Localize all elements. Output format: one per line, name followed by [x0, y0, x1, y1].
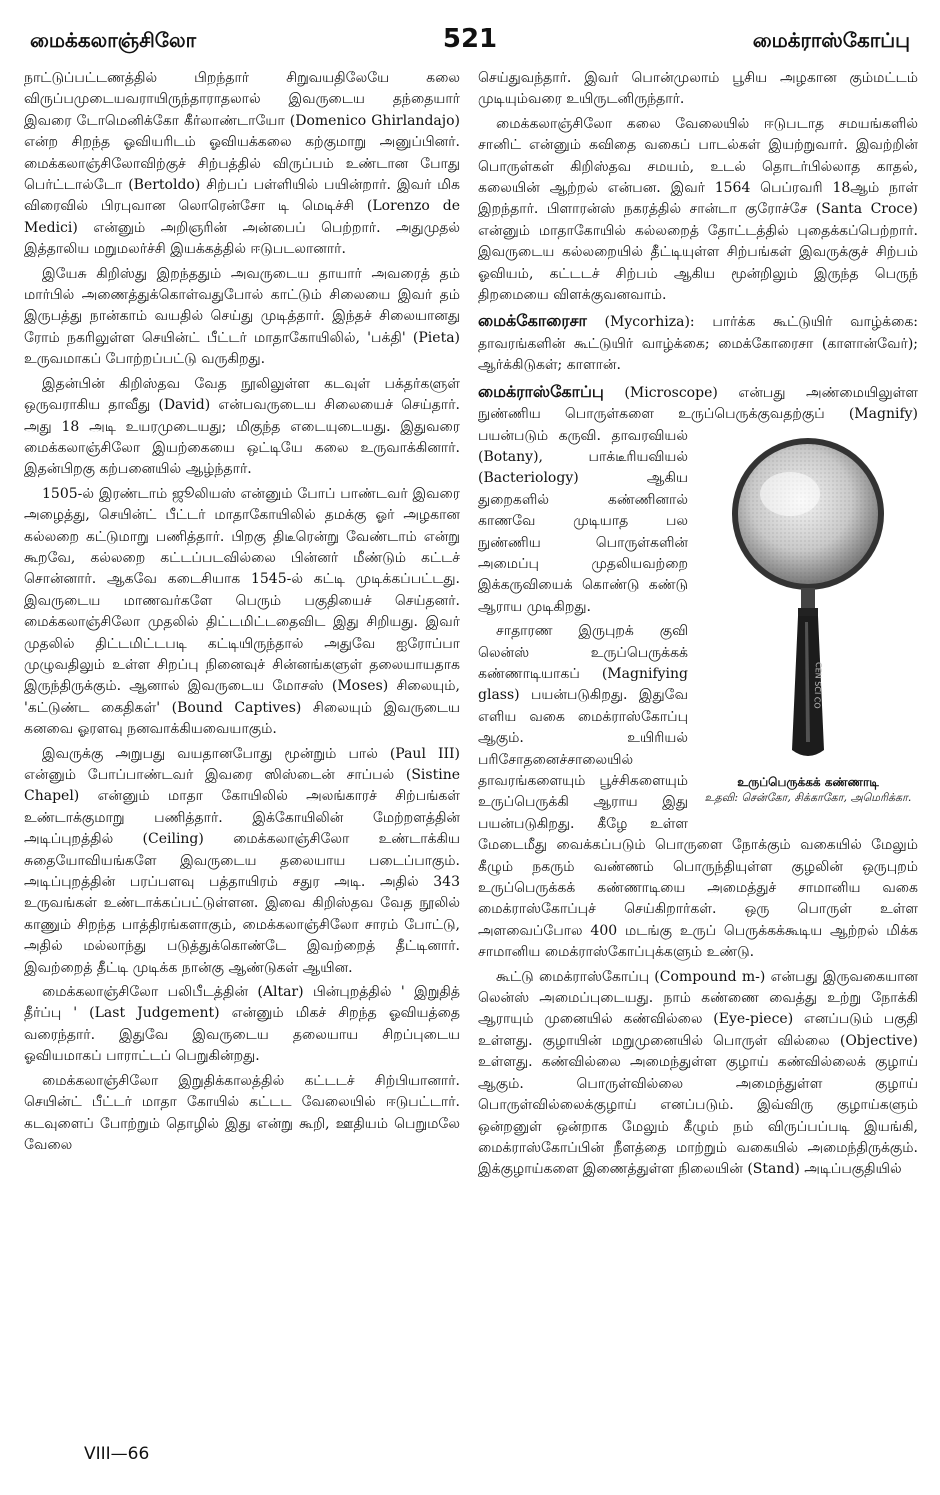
magnifying-glass-illustration: [708, 432, 908, 772]
paragraph: இதன்பின் கிறிஸ்தவ வேத நூலிலுள்ள கடவுள் பக்தர்களுள் ஒருவராகிய தாவீது (David) என்பவருடைய சிலையைச் செய்தார். அது 18 அடி உயரமுடையது; மிகுந்த எடையுடையது. இதுவரை மைக்கலாஞ்சிலோ இயற்கையை ஒட்டியே கலை உருவாக்கினார். இதன்பிறகு கற்பனையில் ஆழ்ந்தார்.: [24, 375, 460, 478]
entry-term: மைக்கோரைசா: [478, 311, 587, 331]
entry-term: மைக்ராஸ்கோப்பு: [478, 381, 604, 401]
entry-text: (Microscope) என்பது அண்மையிலுள்ள நுண்ணிய பொருள்களை உருப்பெருக்குவதற்குப் (Magnify) பயன்படும் கருவி.: [478, 384, 918, 444]
paragraph: மைக்கலாஞ்சிலோ பலிபீடத்தின் (Altar) பின்புறத்தில் ' இறுதித் தீர்ப்பு ' (Last Judgement) என்னும் மிகச் சிறந்த ஓவியத்தை வரைந்தார். இதுவே இவருடைய தலையாய சிறப்புடைய ஓவியமாகப் பாராட்டப் பெறுகின்றது.: [24, 984, 460, 1065]
volume-page-footer: VIII—66: [84, 1444, 150, 1464]
handle-marking: CEN SCI CO: [812, 661, 823, 709]
running-head-right: மைக்ராஸ்கோப்பு: [752, 28, 910, 52]
entry-mycorhiza: [478, 310, 918, 376]
magnifying-glass-figure: [698, 432, 918, 830]
page-number: 521: [442, 24, 498, 54]
paragraph: மைக்கலாஞ்சிலோ கலை வேலையில் ஈடுபடாத சமயங்களில் சானிட் என்னும் கவிதை வகைப் பாடல்கள் இயற்றுவார். இவற்றின் பொருள்கள் கிறிஸ்தவ சமயம், உடல் தொடர்பில்லாத காதல், கலையின் ஆற்றல் என்பன. இவர் 1564 பெப்ரவரி 18ஆம் நாள் இறந்தார். பிளாரன்ஸ் நகரத்தில் சான்டா குரோச்சே (Santa Croce) என்னும் மாதாகோயில் கல்லறைத் தோட்டத்தில் புதைக்கப்பெற்றார். இவருடைய கல்லறையில் தீட்டியுள்ள சிற்பங்கள் இவருக்குச் சிற்பம் ஓவியம், கட்டடச் சிற்பம் ஆகிய மூன்றிலும் இருந்த பெருந் திறமையை விளக்குவனவாம்.: [478, 115, 918, 304]
paragraph: மைக்கலாஞ்சிலோ இறுதிக்காலத்தில் கட்டடச் சிற்பியானார். செயின்ட் பீட்டர் மாதா கோயில் கட்டட வேலையில் ஈடுபட்டார். கடவுளைப் போற்றும் தொழில் இது என்று கூறி, ஊதியம் பெறுமலே வேலை: [24, 1072, 460, 1153]
right-column: [478, 68, 918, 1184]
paragraph: செய்துவந்தார். இவர் பொன்முலாம் பூசிய அழகான கும்மட்டம் முடியும்வரை உயிருடனிருந்தார்.: [478, 70, 918, 108]
paragraph: நாட்டுப்பட்டணத்தில் பிறந்தார் சிறுவயதிலேயே கலை விருப்பமுடையவராயிருந்தாராதலால் இவருடைய தந்தையார் இவரை டோமெனிக்கோ கீர்லாண்டாயோ (Domenico Ghirlandajo) என்ற சிறந்த ஓவியரிடம் ஓவியக்கலை கற்குமாறு அனுப்பினர். மைக்கலாஞ்சிலோவிற்குச் சிற்பத்தில் விருப்பம் உண்டான போது பெர்ட்டால்டோ (Bertoldo) சிற்பப் பள்ளியில் பயின்றார். இவர் மிக விரைவில் பிரபுவான லொரென்சோ டி மெடிச்சி (Lorenzo de Medici) என்னும் அறிஞரின் அன்பைப் பெற்றார். அதுமுதல் இத்தாலிய மறுமலர்ச்சி இயக்கத்தில் ஈடுபடலானார்.: [24, 70, 460, 258]
paragraph: கூட்டு மைக்ராஸ்கோப்பு (Compound m-) என்பது இருவகையான லென்ஸ் அமைப்புடையது. நாம் கண்ணை வைத்து உற்று நோக்கி ஆராயும் முனையில் கண்வில்லை (Eye-piece) எனப்படும் பகுதி உள்ளது. குழாயின் மறுமுனையில் பொருள் வில்லை (Objective) உள்ளது. கண்வில்லை அமைந்துள்ள குழாய் கண்வில்லைக் குழாய் ஆகும். பொருள்வில்லை அமைந்துள்ள குழாய் பொருள்வில்லைக்குழாய் எனப்படும். இவ்விரு குழாய்களும் ஒன்றனுள் ஒன்றாக மேலும் கீழும் நம் விருப்பப்படி இயங்கி, மைக்ராஸ்கோப்பின் நீளத்தை மாற்றும் வகையில் அமைந்திருக்கும். இக்குழாய்களை இணைத்துள்ள நிலையின் (Stand) அடிப்பகுதியில்: [478, 968, 918, 1178]
figure-caption: உருப்பெருக்கக் கண்ணாடி: [737, 774, 879, 789]
entry-text: தாவரவியல் (Botany), பாக்டீரியவியல் (Bacteriology) ஆகிய துறைகளில் கண்ணினால் காணவே முடியாத பல நுண்ணிய பொருள்களின் அமைப்பு முதலியவற்றை இக்கருவியைக் கொண்டு கண்டு ஆராய முடிகிறது.: [478, 427, 688, 615]
entry-text: (Mycorhiza): பார்க்க கூட்டுயிர் வாழ்க்கை: தாவரங்களின் கூட்டுயிர் வாழ்க்கை; மைக்கோரைசா (காளான்வேர்); ஆர்க்கிடுகள்; காளான்.: [478, 314, 918, 374]
paragraph: சாதாரண இருபுறக் குவி லென்ஸ் உருப்பெருக்கக் கண்ணாடியாகப் (Magnifying glass) பயன்படுகிறது. இதுவே எளிய வகை மைக்ராஸ்கோப்பு ஆகும். உயிரியல் பரிசோதனைச்சாலையில் தாவரங்களையும் பூச்சிகளையும் உருப்பெருக்கி ஆராய இது பயன்படுகிறது. கீழே உள்ள மேடைமீது வைக்கப்படும் பொருளை நோக்கும் வகையில் மேலும் கீழும் நகரும் வண்ணம் பொருந்தியுள்ள குழலின் ஒருபுறம் உருப்பெருக்கக் கண்ணாடியை அமைத்துச் சாமானிய வகை மைக்ராஸ்கோப்புச் செய்கிறார்கள். ஒரு பொருள் உள்ள அளவைப்போல 400 மடங்கு உருப் பெருக்கக்கூடிய ஆற்றல் மிக்க சாமானிய மைக்ராஸ்கோப்புக்களும் உண்டு.: [478, 623, 918, 961]
paragraph: இயேசு கிறிஸ்து இறந்ததும் அவருடைய தாயார் அவரைத் தம் மார்பில் அணைத்துக்கொள்வதுபோல் காட்டும் சிலையை இவர் தம் இருபத்து நான்காம் வயதில் செய்து முடித்தார். இந்தச் சிலையானது ரோம் நகரிலுள்ள செயின்ட் பீட்டர் மாதாகோயிலில், 'பக்தி' (Pieta) உருவமாகப் போற்றப்பட்டு வருகிறது.: [24, 265, 460, 368]
paragraph: இவருக்கு அறுபது வயதானபோது மூன்றும் பால் (Paul III) என்னும் போப்பாண்டவர் இவரை ஸிஸ்டைன் சாப்பல் (Sistine Chapel) என்னும் மாதா கோயிலில் அலங்காரச் சிற்பங்கள் உண்டாக்குமாறு பணித்தார். இக்கோயிலின் மேற்றளத்தின் அடிப்புறத்தில் (Ceiling) மைக்கலாஞ்சிலோ உண்டாக்கிய சுதையோவியங்களே இவருடைய தலையாய படைப்பாகும். அடிப்புறத்தின் பரப்பளவு பத்தாயிரம் சதுர அடி. அதில் 343 உருவங்கள் உண்டாக்கப்பட்டுள்ளன. இவை கிறிஸ்தவ வேத நூலில் காணும் சிறந்த பாத்திரங்களாகும், மைக்கலாஞ்சிலோ சாரம் போட்டு, அதில் மல்லாந்து படுத்துக்கொண்டே இவற்றைத் தீட்டினார். இவற்றைத் தீட்டி முடிக்க நான்கு ஆண்டுகள் ஆயின.: [24, 745, 460, 976]
page-header: [30, 24, 910, 68]
figure-credit: உதவி: சென்கோ, சிக்காகோ, அமெரிக்கா.: [704, 790, 912, 804]
running-head-left: மைக்கலாஞ்சிலோ: [30, 28, 197, 52]
paragraph: 1505-ல் இரண்டாம் ஜூலியஸ் என்னும் போப் பாண்டவர் இவரை அழைத்து, செயின்ட் பீட்டர் மாதாகோயிலில் தமக்கு ஓர் அழகான கல்லறை கட்டுமாறு பணித்தார். பிறகு திடீரென்று வேண்டாம் என்று கூறவே, கல்லறை கட்டப்படவில்லை பின்னர் மீண்டும் கட்டச் சொன்னார். ஆகவே கடைசியாக 1545-ல் கட்டி முடிக்கப்பட்டது. இவருடைய மாணவர்களே பெரும் பகுதியைச் செய்தனர். மைக்கலாஞ்சிலோ முதலில் திட்டமிட்டதைவிட இது சிறியது. இவர் முதலில் திட்டமிட்டபடி கட்டியிருந்தால் அதுவே ஐரோப்பா முழுவதிலும் உள்ள சிறப்பு நினைவுச் சின்னங்களுள் தலையாயதாக இருந்திருக்கும். ஆனால் இவருடைய மோசஸ் (Moses) சிலையும், 'கட்டுண்ட கைதிகள்' (Bound Captives) சிலையும் இவருடைய கனவை ஓரளவு நனவாக்கியவையாகும்.: [24, 485, 460, 738]
left-column: [24, 68, 460, 1159]
